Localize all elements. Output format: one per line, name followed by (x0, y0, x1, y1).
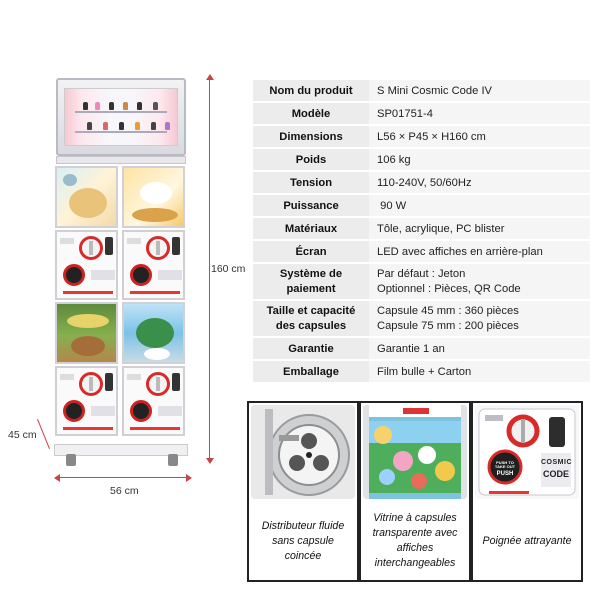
spec-label: Matériaux (253, 218, 369, 239)
spec-label: Modèle (253, 103, 369, 124)
spec-table (253, 78, 590, 384)
dispenser-mechanism-photo (251, 405, 355, 499)
feature-card-showcase (359, 401, 471, 582)
dispenser-unit (122, 230, 185, 300)
capsule-showcase-icon (363, 405, 467, 499)
spec-row (253, 172, 590, 193)
width-label: 56 cm (110, 485, 139, 497)
feature-caption: Distributeur fluide sans capsule coincée (261, 519, 345, 562)
spec-label-line: paiement (286, 282, 336, 295)
spec-row (253, 218, 590, 239)
spec-row (253, 126, 590, 147)
machine-illustration (0, 0, 245, 600)
spec-value: 106 kg (369, 149, 590, 170)
spec-value: SP01751-4 (369, 103, 590, 124)
spec-value-line: Optionnel : Pièces, QR Code (377, 282, 521, 295)
handle-photo (475, 405, 579, 499)
poster-panel (122, 166, 185, 228)
spec-value-line: Capsule 45 mm : 360 pièces (377, 304, 519, 317)
spec-value (369, 301, 590, 336)
dispenser-mechanism-icon (251, 405, 355, 499)
spec-value: L56 × P45 × H160 cm (369, 126, 590, 147)
dispenser-unit (55, 230, 118, 300)
spec-value: 110-240V, 50/60Hz (369, 172, 590, 193)
spec-value (369, 264, 590, 299)
spec-label: Poids (253, 149, 369, 170)
poster-panel (55, 166, 118, 228)
dispenser-unit (55, 366, 118, 436)
spec-value: 90 W (369, 195, 590, 216)
gacha-machine-image (52, 78, 190, 466)
spec-label: Tension (253, 172, 369, 193)
push-to-take-out-label: PUSH TO TAKE OUT (494, 460, 516, 469)
poster-panel (55, 302, 118, 364)
spec-row (253, 301, 590, 336)
spec-row (253, 195, 590, 216)
feature-card-handle (471, 401, 583, 582)
spec-value: Film bulle + Carton (369, 361, 590, 382)
spec-row (253, 361, 590, 382)
cosmic-label: COSMIC (541, 459, 572, 466)
spec-label: Emballage (253, 361, 369, 382)
spec-label-line: des capsules (275, 319, 347, 332)
feature-card-dispenser (247, 401, 359, 582)
feature-caption: Vitrine à capsules transparente avec affiches interchangeables (372, 512, 458, 569)
spec-value-line: Par défaut : Jeton (377, 267, 466, 280)
spec-row (253, 264, 590, 299)
feature-caption: Poignée attrayante (482, 534, 572, 547)
height-label: 160 cm (211, 263, 246, 275)
spec-label: Dimensions (253, 126, 369, 147)
spec-row (253, 149, 590, 170)
spec-value: Tôle, acrylique, PC blister (369, 218, 590, 239)
poster-panel (122, 302, 185, 364)
code-label: CODE (542, 469, 569, 479)
spec-value: S Mini Cosmic Code IV (369, 80, 590, 101)
spec-value: Garantie 1 an (369, 338, 590, 359)
spec-row (253, 80, 590, 101)
push-handle-icon (475, 405, 579, 499)
spec-row (253, 241, 590, 262)
spec-label: Écran (253, 241, 369, 262)
spec-label (253, 301, 369, 336)
push-label: PUSH (496, 471, 514, 477)
showcase-photo (363, 405, 467, 499)
spec-label (253, 264, 369, 299)
spec-label: Puissance (253, 195, 369, 216)
width-dimension-line (56, 477, 190, 478)
spec-label: Nom du produit (253, 80, 369, 101)
height-dimension-line (209, 76, 210, 462)
spec-value-line: Capsule 75 mm : 200 pièces (377, 319, 519, 332)
depth-label: 45 cm (8, 429, 37, 441)
dispenser-unit (122, 366, 185, 436)
depth-dimension-line (37, 419, 50, 449)
spec-row (253, 338, 590, 359)
spec-value: LED avec affiches en arrière-plan (369, 241, 590, 262)
display-dome (56, 78, 186, 156)
spec-row (253, 103, 590, 124)
spec-label-line: Système de (279, 267, 343, 280)
spec-label: Garantie (253, 338, 369, 359)
spec-label-line: Taille et capacité (266, 304, 356, 317)
